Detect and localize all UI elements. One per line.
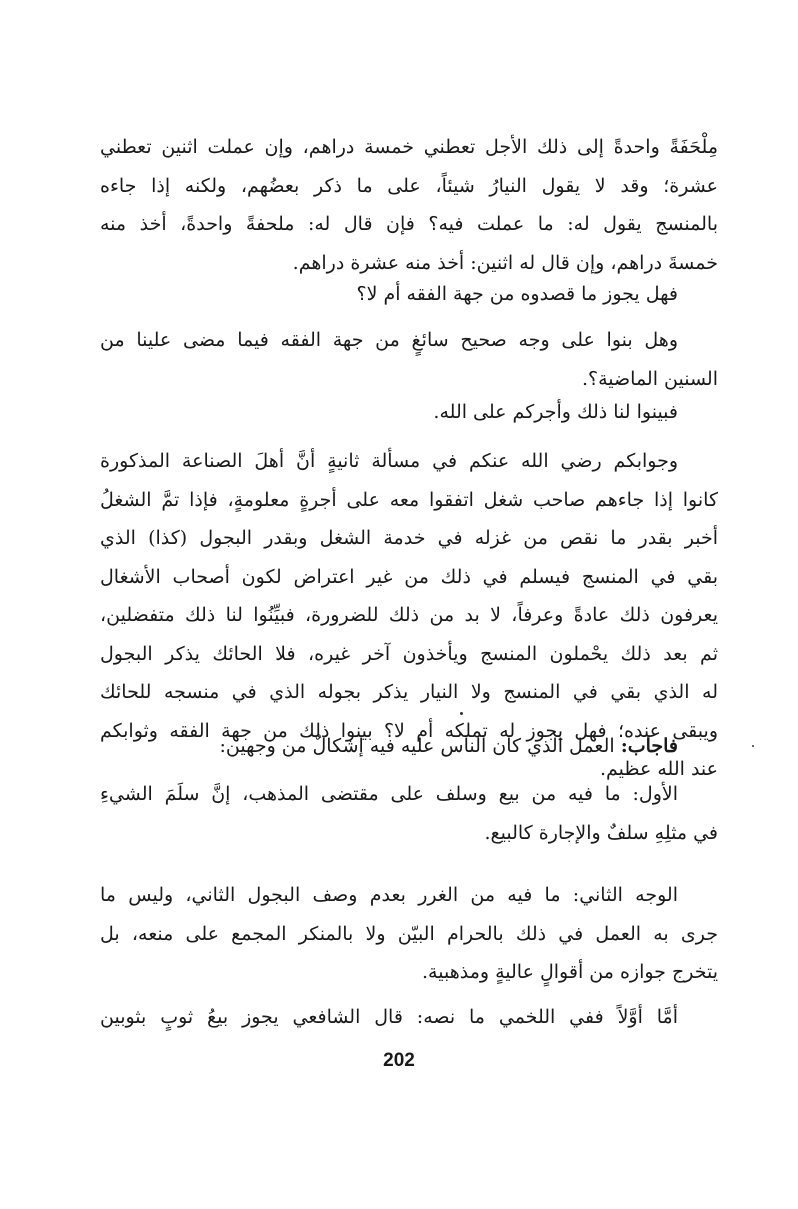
page-number: 202 (383, 1050, 415, 1071)
text-line: وهل بنوا على وجه صحيح سائغٍ من جهة الفقه فيما مضى علينا من (100, 329, 678, 351)
text-line: مِلْحَفَةً واحدةً إلى ذلك الأجل تعطني خمسة دراهم، وإن عملت اثنين تعطني (100, 136, 718, 158)
text-line: السنين الماضية؟. (581, 367, 718, 390)
answer-lead: فاجاب: (620, 735, 678, 757)
print-speck (752, 745, 754, 747)
paragraph-answer-heading (100, 727, 718, 766)
text-line: الأول: ما فيه من بيع وسلف على مقتضى المذهب، إنَّ سلَمَ الشيءِ (100, 783, 678, 805)
text-line (100, 727, 718, 766)
text-line: عشرة؛ وقد لا يقول النيارُ شيئاً، على ما ذكر بعضُهم، ولكنه إذا جاءه (100, 174, 718, 197)
text-line: أخبر بقدر ما نقص من غزله في خدمة الشغل وبقدر البجول (كذا) الذي (100, 527, 718, 549)
text-line: وجوابكم رضي الله عنكم في مسألة ثانيةٍ أنَّ أهلَ الصناعة المذكورة (100, 450, 678, 472)
answer-lead-text: العمل الذي كان الناس عليه فيه إشكالٌ من وجهين: (219, 735, 621, 757)
text-line: فبينوا لنا ذلك وأجركم على الله. (433, 401, 678, 423)
text-line: عند الله عظيم. (599, 758, 718, 780)
text-line: جرى به العمل في ذلك بالحرام البيّن ولا بالمنكر المجمع على منعه، بل (100, 922, 718, 945)
paragraph-lakhmi (100, 998, 718, 1037)
text-line: ثم بعد ذلك يحْملون المنسج ويأخذون آخر غيره، فلا الحائك يذكر البجول (100, 642, 718, 665)
text-line: له الذي بقي في المنسج ولا النيار يذكر بجوله الذي في منسجه للحائك (100, 681, 718, 703)
print-speck (460, 712, 463, 715)
text-line: كانوا إذا جاءهم صاحب شغل اتفقوا معه على أجرةٍ معلومةٍ، فإذا تمَّ الشغلُ (100, 488, 718, 511)
text-line: خمسةَ دراهم، وإن قال له اثنين: أخذ منه عشرة دراهم. (292, 251, 718, 274)
text-line: بالمنسج يقول له: ما عملت فيه؟ فإن قال له: ملحفةً واحدةً، أخذ منه (100, 213, 718, 235)
paragraph-question-1 (100, 128, 718, 282)
text-line: في مثلِهِ سلفٌ والإجارة كالبيع. (484, 821, 718, 844)
text-line: يتخرج جوازه من أقوالٍ عاليةٍ ومذهبية. (422, 961, 718, 983)
paragraph-second-aspect (100, 876, 718, 992)
text-line: الوجه الثاني: ما فيه من الغرر بعدم وصف البجول الثاني، وليس ما (100, 884, 678, 906)
paragraph-question-2 (100, 275, 718, 314)
paragraph-question-3 (100, 321, 718, 398)
text-line: فهل يجوز ما قصدوه من جهة الفقه أم لا؟ (356, 283, 678, 305)
text-line: بقي في المنسج فيسلم في ذلك من غير اعتراض لكون أصحاب الأشغال (100, 565, 718, 588)
paragraph-first-aspect (100, 775, 718, 852)
text-line: يعرفون ذلك عادةً وعرفاً، لا بد من ذلك للضرورة، فبيِّنُوا لنا ذلك متفضلين، (100, 604, 718, 626)
text-line: ويبقى عنده؛ فهل يجوز له تملكه أم لا؟ بينوا ذلك من جهة الفقه وثوابكم (100, 719, 718, 742)
text-line: أمَّا أوَّلاً ففي اللخمي ما نصه: قال الشافعي يجوز بيعُ ثوبٍ بثوبين (100, 1006, 678, 1028)
paragraph-request (100, 393, 718, 432)
